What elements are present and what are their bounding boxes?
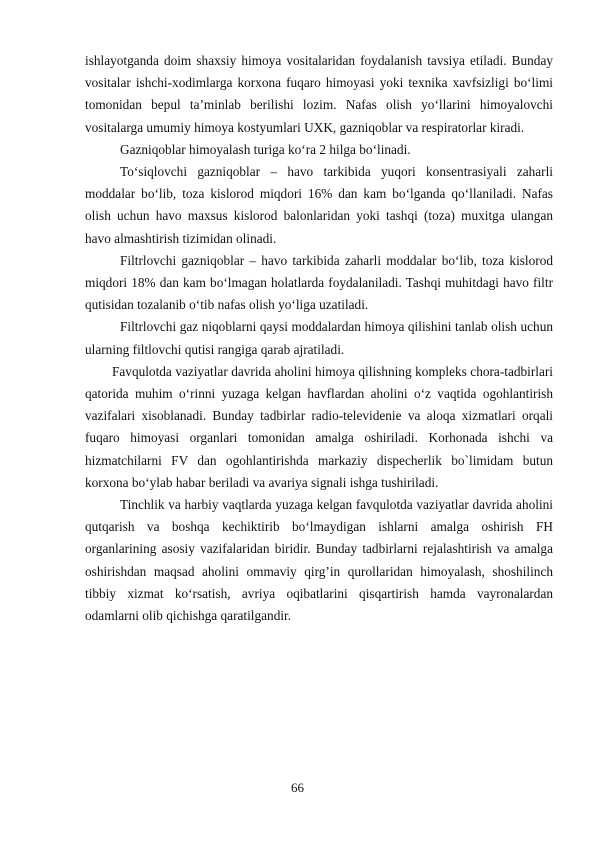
paragraph-filter-color: Filtrlovchi gaz niqoblarni qaysi moddalardan himoya qilishini tanlab olish uchun ularning filtlovchi qutisi rangiga qarab ajratiladi. [85, 319, 553, 357]
paragraph-emergency-warning: Favqulotda vaziyatlar davrida aholini himoya qilishning kompleks chora-tadbirlari qatorida muhim o‘rinni yuzaga kelgan havflardan aholini o‘z vaqtida ogohlantirish vazifalari xisoblanadi. Bunday tadbirlar radio-televidenie va aloqa xizmatlari orqali fuqaro himoyasi organlari tomonidan amalga oshiriladi. Korhonada ishchi va hizmatchilarni FV dan ogohlantirishda markaziy dispecherlik bo`limidam butun korxona bo‘ylab habar beriladi va avariya signali ishga tushiriladi. [85, 363, 553, 490]
paragraph-continuation: ishlayotganda doim shaxsiy himoya vositalaridan foydalanish tavsiya etiladi. Bunday vositalar ishchi-xodimlarga korxona fuqaro himoyasi yoki texnika xavfsizligi bo‘limi tomonidan bepul ta’minlab berilishi lozim. Nafas olish yo‘llarini himoyalovchi vositalarga umumiy himoya kostyumlari UXK, gazniqoblar va respiratorlar kiradi. [85, 53, 553, 135]
page-number: 66 [291, 780, 304, 795]
paragraph-filtering-gasmasks: Filtrlovchi gazniqoblar – havo tarkibida zaharli moddalar bo‘lib, toza kislorod miqdori 18% dan kam bo‘lmagan holatlarda foydalaniladi. Tashqi muhitdagi havo filtr qutisidan tozalanib o‘tib nafas olish yo‘liga uzatiladi. [85, 252, 553, 313]
body-text [85, 50, 553, 627]
paragraph-isolating-gasmasks: To‘siqlovchi gazniqoblar – havo tarkibida yuqori konsentrasiyali zaharli moddalar bo‘lib, toza kislorod miqdori 16% dan kam bo‘lganda qo‘llaniladi. Nafas olish uchun havo maxsus kislorod balonlaridan yoki tashqi (toza) muxitga ulangan havo almashtirish tizimidan olinadi. [85, 164, 553, 246]
paragraph-rescue-operations: Tinchlik va harbiy vaqtlarda yuzaga kelgan favqulotda vaziyatlar davrida aholini qutqarish va boshqa kechiktirib bo‘lmaydigan ishlarni amalga oshirish FH organlarining asosiy vazifalaridan biridir. Bunday tadbirlarni rejalashtirish va amalga oshirishdan maqsad aholini ommaviy qirg’in qurollaridan himoyalash, shoshilinch tibbiy xizmat ko‘rsatish, avriya oqibatlarini qisqartirish hamda vayronalardan odamlarni olib qichishga qaratilgandir. [85, 497, 553, 624]
paragraph-gasmask-types: Gazniqoblar himoyalash turiga ko‘ra 2 hilga bo‘linadi. [120, 141, 411, 157]
